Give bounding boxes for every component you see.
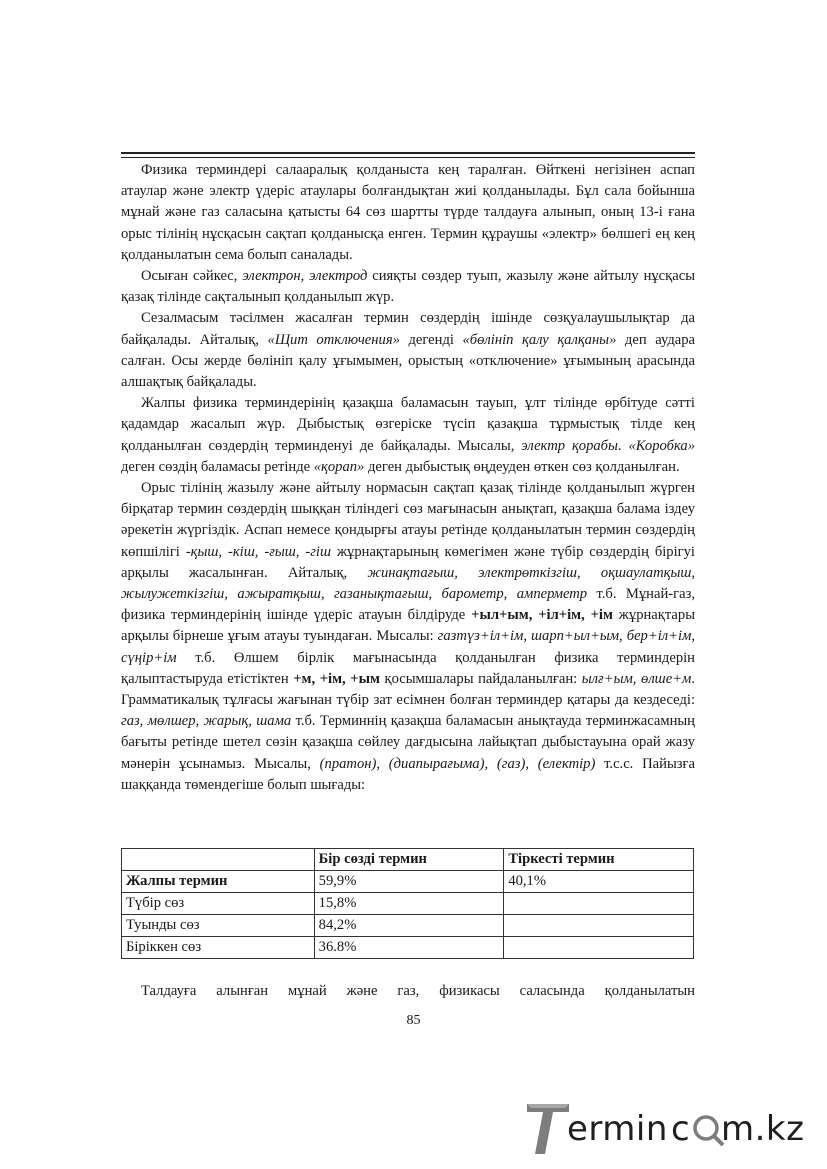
row-label: Туынды сөз bbox=[122, 915, 315, 937]
cell-one-word: 84,2% bbox=[314, 915, 504, 937]
cell-phrase bbox=[504, 937, 694, 959]
continuation-text: Талдауға алынған мұнай және газ, физикасы саласында қолданылатын bbox=[141, 983, 695, 999]
text-run: жұрнақтарының көмегімен және түбір сөздердің бірігуі арқылы жасалынған. Айталық, bbox=[121, 543, 695, 581]
text-run: Физика терминдері салааралық қолданыста кең таралған. Өйткені негізінен аспап атаулар және электр үдеріс атаулары болғандықтан жиі қолданылады. Бұл сала бойынша мұнай және газ саласына қатысты 64 сөз шартты түрде талдауға алынып, оның 13-і ғана орыс тілінің нұсқасын сақтап қолданысқа енген. Термин құраушы «электр» бөлшегі ең кең қолданылатын сема болып саналады. bbox=[121, 162, 695, 263]
text-run: деген дыбыстық өңдеуден өткен сөз қолданылған. bbox=[364, 458, 680, 475]
svg-text:ermin: ermin bbox=[567, 1109, 668, 1149]
table-row bbox=[122, 871, 694, 893]
italic-term: электр қорабы bbox=[521, 437, 618, 454]
text-run: жұрнақтары арқылы бірнеше ұғым атауы туындаған. Мысалы: bbox=[121, 607, 695, 645]
text-run: Орыс тілінің жазылу және айтылу нормасын сақтап қазақ тілінде қолданылып жүрген бірқатар термин сөздердің шыққан тіліндегі сөз мағынасын анықтап, қазақша балама іздеу әрекетін жүргіздік. Аспап немесе қондырғы атауы ретінде қолданылатын термин сөздердің көпшілігі bbox=[121, 480, 695, 560]
cell-phrase: 40,1% bbox=[504, 871, 694, 893]
table-header-empty bbox=[122, 849, 315, 871]
bold-suffix: +ыл+ым, +іл+ім, +ім bbox=[471, 607, 613, 624]
svg-text:m.kz: m.kz bbox=[721, 1109, 805, 1149]
italic-term: «бөлініп қалу қалқаны» bbox=[462, 331, 617, 348]
cell-one-word: 59,9% bbox=[314, 871, 504, 893]
table-row bbox=[122, 937, 694, 959]
table-row bbox=[122, 915, 694, 937]
paragraph bbox=[121, 308, 695, 393]
italic-term: газтүз+іл+ім, шарп+ыл+ым, бер+іл+ім, сүңір+ім bbox=[121, 628, 695, 666]
text-run: . Грамматикалық тұлғасы жағынан түбір зат есімнен болған терминдер қатары да кездеседі: bbox=[121, 670, 695, 709]
logo-wordmark bbox=[567, 1106, 817, 1159]
text-run: Сезалмасым тәсілмен жасалған термин сөздердің ішінде сөзқуалаушылықтар да байқалады. Айталық, bbox=[121, 310, 695, 348]
text-run: Осыған сәйкес, bbox=[141, 268, 243, 285]
paragraph bbox=[121, 160, 695, 266]
paragraph bbox=[121, 478, 695, 796]
italic-term: жинақтағыш, электрөткізгіш, оқшаулатқыш, жылужеткізгіш, ажыратқыш, газанықтағыш, барометр, амперметр bbox=[121, 564, 695, 603]
row-label: Түбір сөз bbox=[122, 893, 315, 915]
italic-term: «Коробка» bbox=[628, 437, 696, 454]
italic-term: (пратон), (диапырағыма), (газ), (електір) bbox=[319, 755, 596, 772]
text-run: сияқты сөздер туып, жазылу және айтылу нұсқасы қазақ тілінде сақталынып қолданылып жүр. bbox=[121, 268, 696, 306]
table-row bbox=[122, 893, 694, 915]
page-number: 85 bbox=[406, 1013, 421, 1028]
table-header-phrase: Тіркесті термин bbox=[504, 849, 694, 871]
paragraph bbox=[121, 393, 695, 478]
text-run: Жалпы физика терминдерінің қазақша баламасын тауып, ұлт тілінде өрбітуде сәтті қадамдар жасалып жүр. Дыбыстық өзгеріске түсіп қазақша тұрмыстық тілде кең қолданылған сөздердің терминденуі де байқалады. Мысалы, bbox=[121, 395, 695, 454]
svg-text:c: c bbox=[671, 1109, 691, 1149]
text-run: т.б. Мұнай-газ, физика терминдерінің ішінде үдеріс атауын білдіруде bbox=[121, 586, 695, 624]
row-label: Біріккен сөз bbox=[122, 937, 315, 959]
italic-term: электрон, электрод bbox=[242, 268, 368, 285]
bold-suffix: +м, +ім, +ым bbox=[293, 670, 380, 687]
text-run: . bbox=[617, 437, 629, 454]
italic-term: ылғ+ым, өлше+м bbox=[581, 670, 692, 687]
table-header-one-word: Бір сөзді термин bbox=[314, 849, 504, 871]
termincom-logo bbox=[525, 1098, 817, 1158]
text-run: т.б. Өлшем бірлік мағынасында қолданылған физика терминдерін қалыптастыруда етістіктен bbox=[121, 649, 695, 687]
body-text bbox=[121, 160, 695, 796]
italic-term: «қорап» bbox=[313, 458, 365, 475]
text-run: қосымшалары пайдаланылған: bbox=[379, 670, 582, 687]
text-run: дегенді bbox=[399, 331, 463, 348]
cell-one-word: 15,8% bbox=[314, 893, 504, 915]
text-run: т.б. Терминнің қазақша баламасын анықтауда терминжасамның бағыты ретінде шетел сөзін қазақша сөйлеу дағдысына лайықтап дыбыстауына орай жазу мәнерін ұсынамыз. Мысалы, bbox=[121, 713, 695, 772]
text-run: т.с.с. Пайызға шаққанда төмендегіше болып шығады: bbox=[121, 755, 695, 793]
table-header-row bbox=[122, 849, 694, 871]
cell-phrase bbox=[504, 915, 694, 937]
text-run: деген сөздің баламасы ретінде bbox=[121, 458, 314, 475]
statistics-table bbox=[121, 848, 694, 959]
text-run: деп аудара салған. Осы жерде бөлініп қалу ұғымымен, орыстың «отключение» ұғымының арасында алшақтық байқалады. bbox=[121, 331, 695, 391]
header-rule-thin bbox=[121, 157, 695, 158]
logo-wordmark-svg bbox=[567, 1106, 817, 1150]
header-rule bbox=[121, 152, 695, 154]
paragraph bbox=[121, 266, 695, 308]
italic-term: «Щит отключения» bbox=[267, 331, 400, 348]
cell-phrase bbox=[504, 893, 694, 915]
italic-term: газ, мөлшер, жарық, шама bbox=[121, 713, 292, 730]
cell-one-word: 36.8% bbox=[314, 937, 504, 959]
italic-term: -қыш, -кіш, -ғыш, -гіш bbox=[185, 543, 332, 560]
row-label: Жалпы термин bbox=[122, 871, 315, 893]
